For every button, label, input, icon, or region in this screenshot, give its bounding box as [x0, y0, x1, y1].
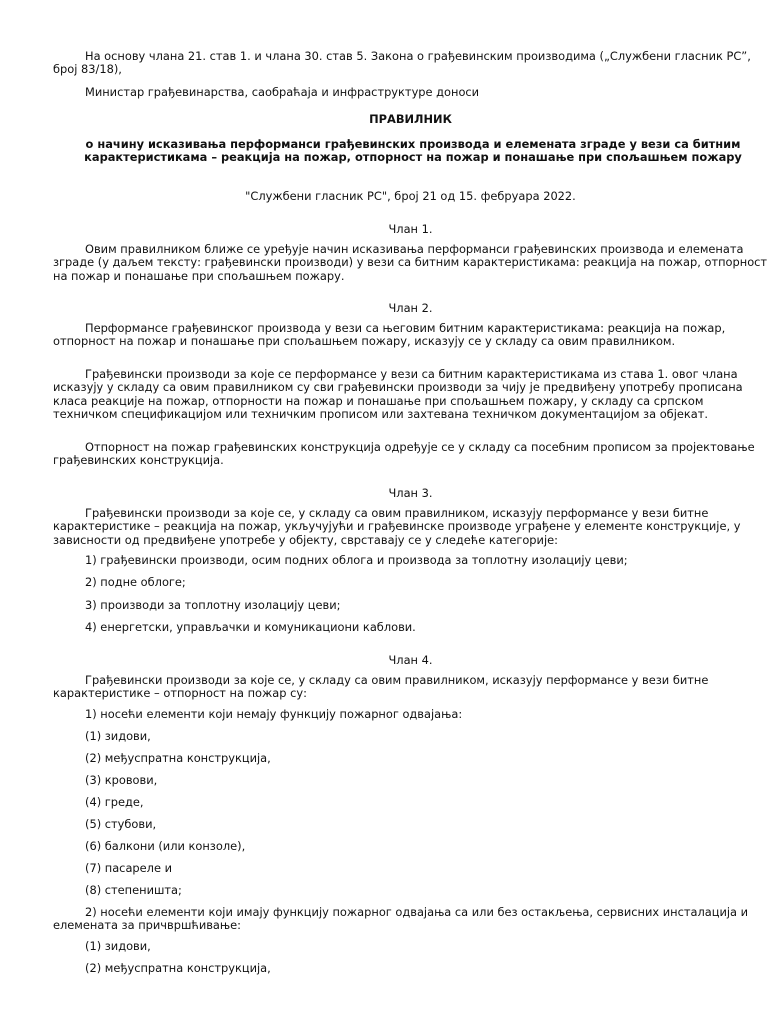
- list-item: 3) производи за топлотну изолацију цеви;: [85, 598, 341, 612]
- article-2-heading: Члан 2.: [388, 301, 433, 315]
- document-title: о начину исказивања перформанси грађевинских производа и елемената зграде у вези са битним карактеристикама – реакција на пожар, отпорност на пожар и понашање при спољашњем пожару: [84, 137, 742, 165]
- list-item: (2) међуспратна конструкција,: [85, 751, 271, 765]
- list-item: 1) грађевински производи, осим подних облога и производа за топлотну изолацију цеви;: [85, 553, 628, 567]
- article-4-paragraph: Грађевински производи за које се, у складу са овим правилником, исказују перформансе у вези битне карактеристике – отпорност на пожар су:: [53, 673, 709, 701]
- list-item: (1) зидови,: [85, 939, 151, 953]
- intro-paragraph: На основу члана 21. став 1. и члана 30. став 5. Закона о грађевинским производима („Службени гласник РС”, број 83/18),: [53, 49, 751, 77]
- list-item: (4) греде,: [85, 795, 144, 809]
- list-item: 2) носећи елементи који имају функцију пожарног одвајања са или без остакљења, сервисних инсталација и елемената за причвршћивање:: [53, 905, 749, 933]
- list-item: (8) степеништа;: [85, 883, 182, 897]
- article-2-paragraph-2: Грађевински производи за које се перформансе у вези са битним карактеристикама из става 1. овог члана исказују у складу са овим правилником су сви грађевински производи за чију је предвиђену употребу прописана класа реакције на пожар, отпорности на пожар и понашање при спољашњем пожару, у складу са српском техничком спецификацијом или техничким прописом или захтевана техничком документацијом за објекат.: [53, 367, 743, 422]
- list-item: 1) носећи елементи који немају функцију пожарног одвајања:: [85, 707, 463, 721]
- article-2-paragraph-3: Отпорност на пожар грађевинских конструкција одређује се у складу са посебним прописом за пројектовање грађевинских конструкција.: [53, 440, 755, 468]
- article-1-heading: Члан 1.: [388, 222, 433, 236]
- list-item: (7) пасареле и: [85, 861, 172, 875]
- issuer-paragraph: Министар грађевинарства, саобраћаја и инфраструктуре доноси: [85, 85, 480, 99]
- article-2-paragraph-1: Перформансе грађевинског производа у вези са његовим битним карактеристикама: реакција на пожар, отпорност на пожар и понашање при спољашњем пожару, исказују се у складу са овим правилником.: [53, 321, 726, 349]
- document-type-heading: ПРАВИЛНИК: [369, 112, 452, 126]
- list-item: 4) енергетски, управљачки и комуникациони каблови.: [85, 620, 416, 634]
- gazette-reference: "Службени гласник РС", број 21 од 15. фебруара 2022.: [245, 189, 576, 203]
- list-item: (5) стубови,: [85, 817, 157, 831]
- list-item: 2) подне облоге;: [85, 575, 186, 589]
- article-4-heading: Члан 4.: [388, 653, 433, 667]
- article-3-heading: Члан 3.: [388, 486, 433, 500]
- article-1-paragraph: Овим правилником ближе се уређује начин исказивања перформанси грађевинских производа и елемената зграде (у даљем тексту: грађевински производи) у вези са битним карактеристикама: реакција на пожар, отпорност на пожар и понашање при спољашњем пожару.: [53, 242, 768, 283]
- list-item: (1) зидови,: [85, 729, 151, 743]
- list-item: (6) балкони (или конзоле),: [85, 839, 246, 853]
- article-3-paragraph: Грађевински производи за које се, у складу са овим правилником, исказују перформансе у вези битне карактеристике – реакција на пожар, укључујући и грађевинске производе уграђене у елементе конструкције, у зависности од предвиђене употребе у објекту, сврставају се у следеће категорије:: [53, 506, 741, 547]
- list-item: (2) међуспратна конструкција,: [85, 961, 271, 975]
- list-item: (3) кровови,: [85, 773, 158, 787]
